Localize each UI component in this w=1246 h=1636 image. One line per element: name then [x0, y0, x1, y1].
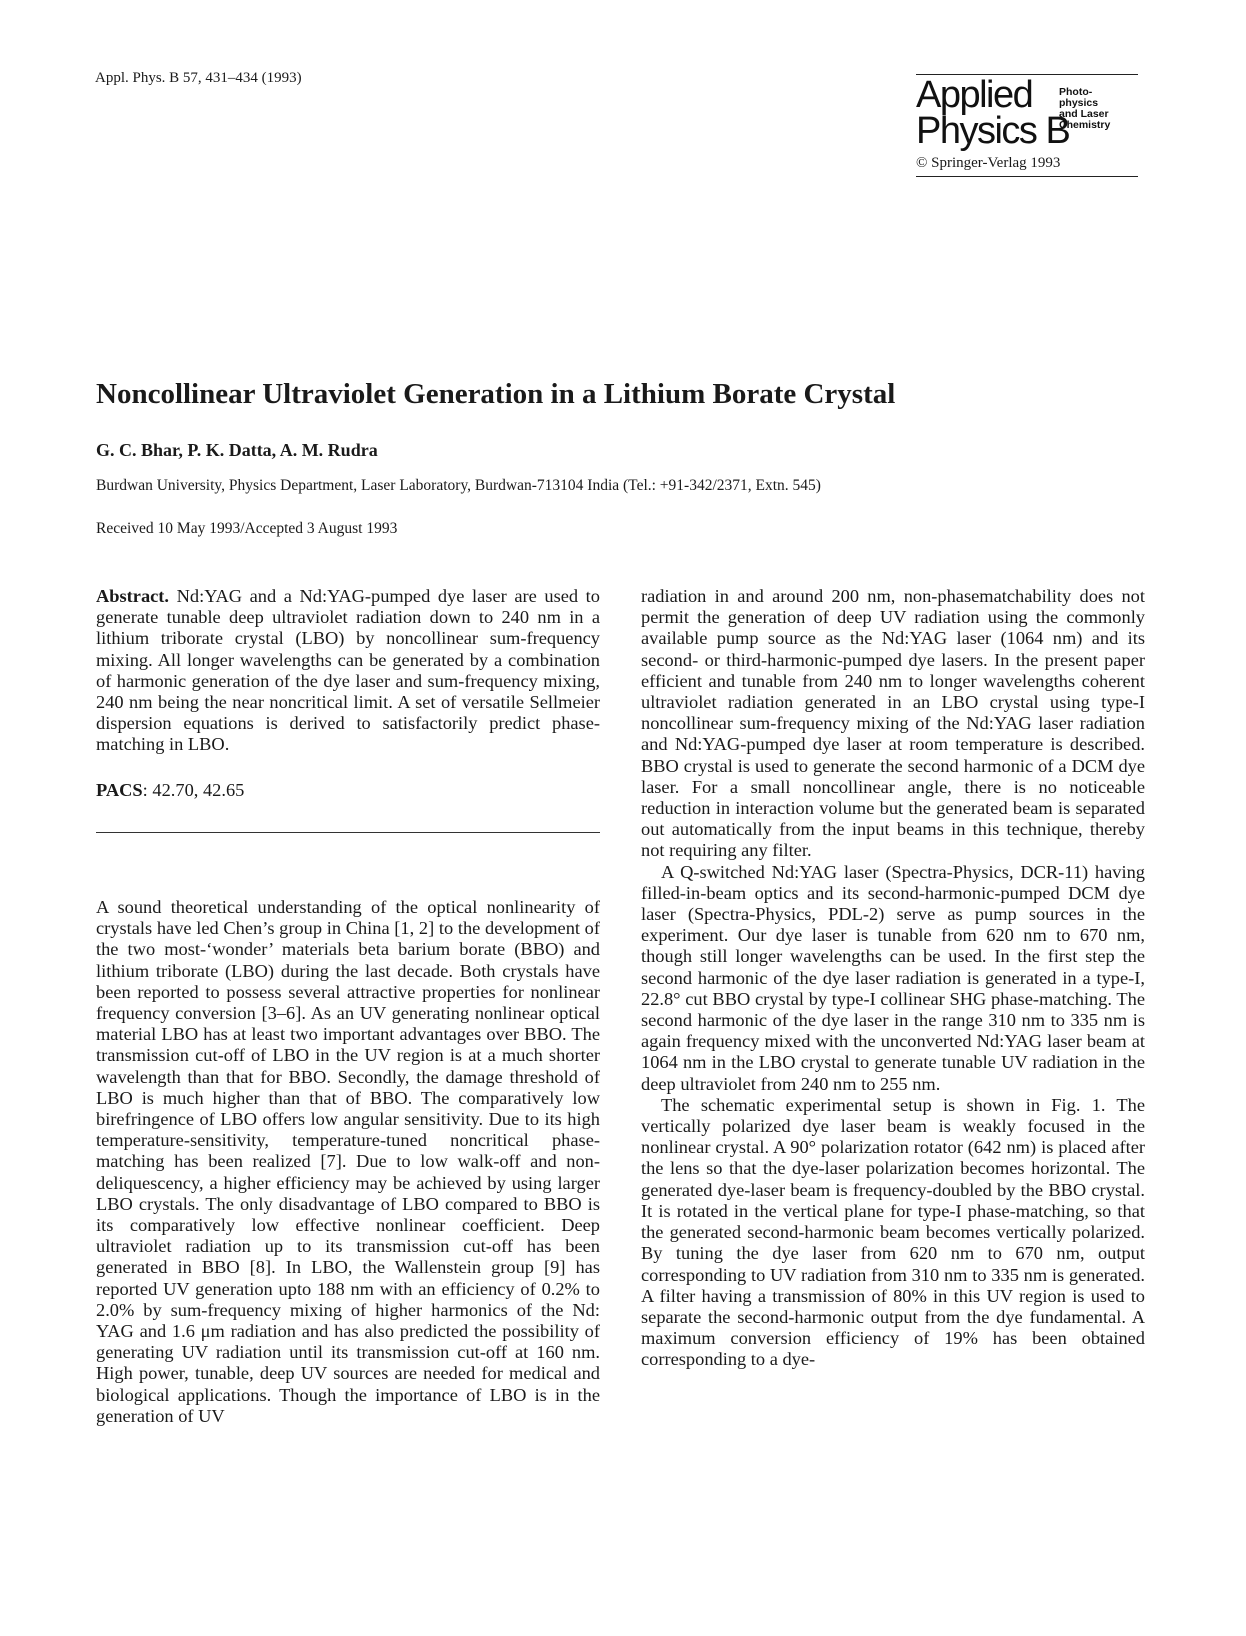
abstract-label: Abstract.: [96, 586, 170, 606]
article-title: Noncollinear Ultraviolet Generation in a Lithium Borate Crystal: [96, 378, 896, 410]
pacs-label: PACS: [96, 780, 143, 800]
journal-subtitle-line: Photo-: [1059, 86, 1093, 98]
journal-subtitle-line: Chemistry: [1059, 119, 1111, 131]
section-divider: [96, 832, 600, 833]
logo-bottom-rule: [916, 176, 1138, 177]
body-column-right: [641, 586, 1145, 1371]
journal-logo-line1: Applied: [916, 74, 1033, 116]
journal-subtitle-line: physics: [1059, 97, 1099, 109]
abstract-text: Nd:YAG and a Nd:YAG-pumped dye laser are used to generate tunable deep ultraviolet radiation down to 240 nm in a lithium triborate crystal (LBO) by noncollinear sum-frequency mixing. All longer wavelengths can be generated by a combination of harmonic generation of the dye laser and sum-frequency mixing, 240 nm being the near noncritical limit. A set of versatile Sellmeier dispersion equations is derived to satisfactorily predict phase-matching in LBO.: [96, 586, 600, 755]
pacs-codes: [96, 780, 244, 801]
pacs-value: : 42.70, 42.65: [142, 780, 245, 800]
body-paragraph: A sound theoretical understanding of the optical nonlinearity of crystals have led Chen’s group in China [1, 2] to the development of the two most-‘wonder’ materials beta barium borate (BBO) and lithium triborate (LBO) during the last decade. Both crystals have been reported to possess several attractive properties for nonlinear frequency conversion [3–6]. As an UV generating nonlinear optical material LBO has at least two important advantages over BBO. The transmission cut-off of LBO in the UV region is at a much shorter wavelength than that for BBO. Secondly, the damage threshold of LBO is much higher than that of BBO. The comparatively low birefringence of LBO offers low angular sensitivity. Due to its high temperature-sensitivity, temperature-tuned noncritical phase-matching has been realized [7]. Due to low walk-off and non-deliquescency, a higher efficiency may be achieved by using larger LBO crystals. The only disadvantage of LBO compared to BBO is its comparatively low effective nonlinear coefficient. Deep ultraviolet radiation up to its transmission cut-off has been generated in BBO [8]. In LBO, the Wallenstein group [9] has reported UV generation upto 188 nm with an efficiency of 0.2% to 2.0% by sum-frequency mixing of higher harmonics of the Nd: YAG and 1.6 μm radiation and has also predicted the possibility of generating UV radiation until its transmission cut-off at 160 nm. High power, tunable, deep UV sources are needed for medical and biological applications. Though the importance of LBO is in the generation of UV: [96, 897, 600, 1426]
body-paragraph: radiation in and around 200 nm, non-phasematchability does not permit the generation of deep UV radiation using the commonly available pump source as the Nd:YAG laser (1064 nm) and its second- or third-harmonic-pumped dye lasers. In the present paper efficient and tunable from 240 nm to longer wavelengths coherent ultraviolet radiation generated in an LBO crystal using type-I noncollinear sum-frequency mixing of the Nd:YAG laser radiation and Nd:YAG-pumped dye laser at room temperature is described. BBO crystal is used to generate the second harmonic of a DCM dye laser. For a small noncollinear angle, there is no noticeable reduction in interaction volume but the generated beam is separated out automatically from the input beams in this technique, thereby not requiring any filter.: [641, 586, 1145, 861]
journal-citation: Appl. Phys. B 57, 431–434 (1993): [95, 70, 302, 86]
author-affiliation: Burdwan University, Physics Department, Laser Laboratory, Burdwan-713104 India (Tel.: +91-342/2371, Extn. 545): [96, 477, 821, 494]
journal-subtitle: [1059, 87, 1110, 131]
abstract: [96, 586, 600, 756]
body-paragraph: The schematic experimental setup is shown in Fig. 1. The vertically polarized dye laser beam is weakly focused in the nonlinear crystal. A 90° polarization rotator (642 nm) is placed after the lens so that the dye-laser polarization becomes horizontal. The generated dye-laser beam is frequency-doubled by the BBO crystal. It is rotated in the vertical plane for type-I phase-matching, so that the generated second-harmonic beam becomes vertically polarized. By tuning the dye laser from 620 nm to 670 nm, output corresponding to UV radiation from 310 nm to 335 nm is generated. A filter having a transmission of 80% in this UV region is used to separate the second-harmonic output from the dye fundamental. A maximum conversion efficiency of 19% has been obtained corresponding to a dye-: [641, 1094, 1145, 1370]
journal-logo-line2: Physics B: [916, 110, 1070, 152]
journal-logo-wordmark: [916, 74, 1070, 152]
body-column-left: [96, 897, 600, 1427]
received-date: Received 10 May 1993/Accepted 3 August 1993: [96, 520, 398, 537]
article-authors: G. C. Bhar, P. K. Datta, A. M. Rudra: [96, 440, 378, 460]
journal-logo-block: [916, 74, 1138, 177]
body-paragraph: A Q-switched Nd:YAG laser (Spectra-Physics, DCR-11) having filled-in-beam optics and its second-harmonic-pumped DCM dye laser (Spectra-Physics, PDL-2) serve as pump sources in the experiment. Our dye laser is tunable from 620 nm to 670 nm, though still longer wavelengths can be used. In the first step the second harmonic of the dye laser radiation is generated in a type-I, 22.8° cut BBO crystal by type-I collinear SHG phase-matching. The second harmonic of the dye laser in the range 310 nm to 335 nm is again frequency mixed with the unconverted Nd:YAG laser beam at 1064 nm in the LBO crystal to generate tunable UV radiation in the deep ultraviolet from 240 nm to 255 nm.: [641, 861, 1145, 1094]
journal-logo: [916, 75, 1138, 161]
journal-subtitle-line: and Laser: [1059, 108, 1109, 120]
copyright-notice: © Springer-Verlag 1993: [916, 155, 1061, 171]
